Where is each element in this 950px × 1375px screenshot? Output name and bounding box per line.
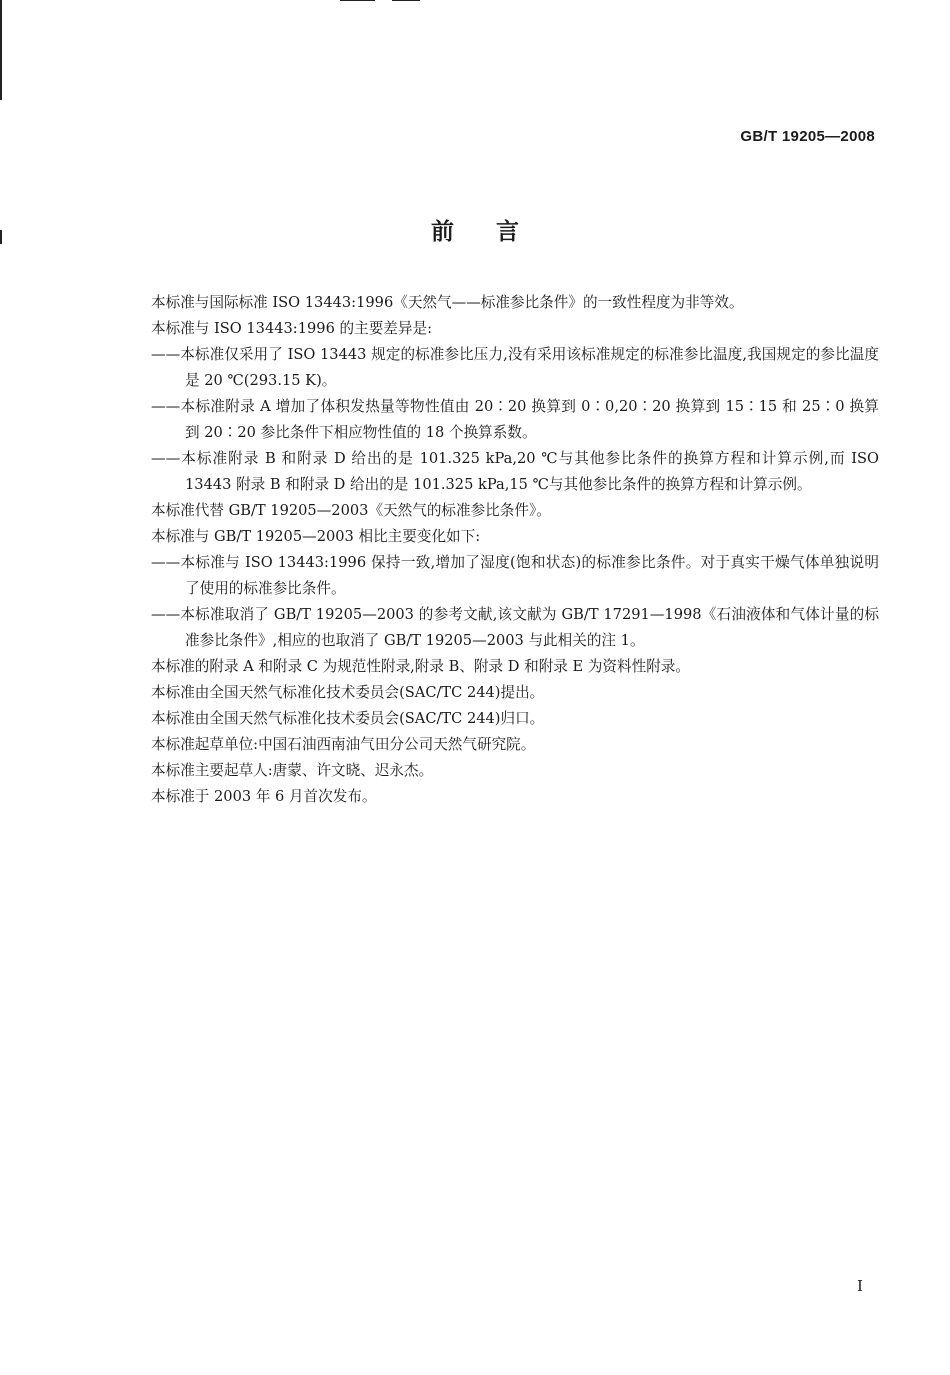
list-item: ——本标准与 ISO 13443:1996 保持一致,增加了湿度(饱和状态)的标准参比条件。对于真实干燥气体单独说明了使用的标准参比条件。 xyxy=(151,554,879,597)
list-item: ——本标准附录 B 和附录 D 给出的是 101.325 kPa,20 ℃与其他参比条件的换算方程和计算示例,而 ISO 13443 附录 B 和附录 D 给出的是 101.325 kPa,15 ℃与其他参比条件的换算方程和计算示例。 xyxy=(151,450,879,493)
list-item: ——本标准附录 A 增加了体积发热量等物性值由 20∶20 换算到 0∶0,20∶20 换算到 15∶15 和 25∶0 换算到 20∶20 参比条件下相应物性值的 18 个换算系数。 xyxy=(151,398,879,441)
paragraph: 本标准由全国天然气标准化技术委员会(SAC/TC 244)归口。 xyxy=(151,710,545,727)
list-item: ——本标准取消了 GB/T 19205—2003 的参考文献,该文献为 GB/T 17291—1998《石油液体和气体计量的标准参比条件》,相应的也取消了 GB/T 19205—2003 与此相关的注 1。 xyxy=(151,606,879,649)
paragraph: 本标准与 ISO 13443:1996 的主要差异是: xyxy=(151,320,432,337)
scan-edge-left xyxy=(0,0,2,100)
scan-edge-top-1 xyxy=(340,0,375,1)
paragraph: 本标准由全国天然气标准化技术委员会(SAC/TC 244)提出。 xyxy=(151,684,545,701)
paragraph: 本标准于 2003 年 6 月首次发布。 xyxy=(151,788,377,805)
page-title: 前言 xyxy=(431,219,561,245)
standard-code: GB/T 19205—2008 xyxy=(740,128,875,145)
paragraph: 本标准代替 GB/T 19205—2003《天然气的标准参比条件》。 xyxy=(151,502,551,519)
paragraph: 本标准主要起草人:唐蒙、许文晓、迟永杰。 xyxy=(151,762,434,779)
document-body xyxy=(151,290,879,810)
paragraph: 本标准的附录 A 和附录 C 为规范性附录,附录 B、附录 D 和附录 E 为资料性附录。 xyxy=(151,658,690,675)
list-item: ——本标准仅采用了 ISO 13443 规定的标准参比压力,没有采用该标准规定的标准参比温度,我国规定的参比温度是 20 ℃(293.15 K)。 xyxy=(151,346,879,389)
page-number: I xyxy=(857,1277,863,1295)
paragraph: 本标准与国际标准 ISO 13443:1996《天然气——标准参比条件》的一致性程度为非等效。 xyxy=(151,294,744,311)
paragraph: 本标准起草单位:中国石油西南油气田分公司天然气研究院。 xyxy=(151,736,536,753)
paragraph: 本标准与 GB/T 19205—2003 相比主要变化如下: xyxy=(151,528,481,545)
scan-edge-top-2 xyxy=(392,0,420,1)
